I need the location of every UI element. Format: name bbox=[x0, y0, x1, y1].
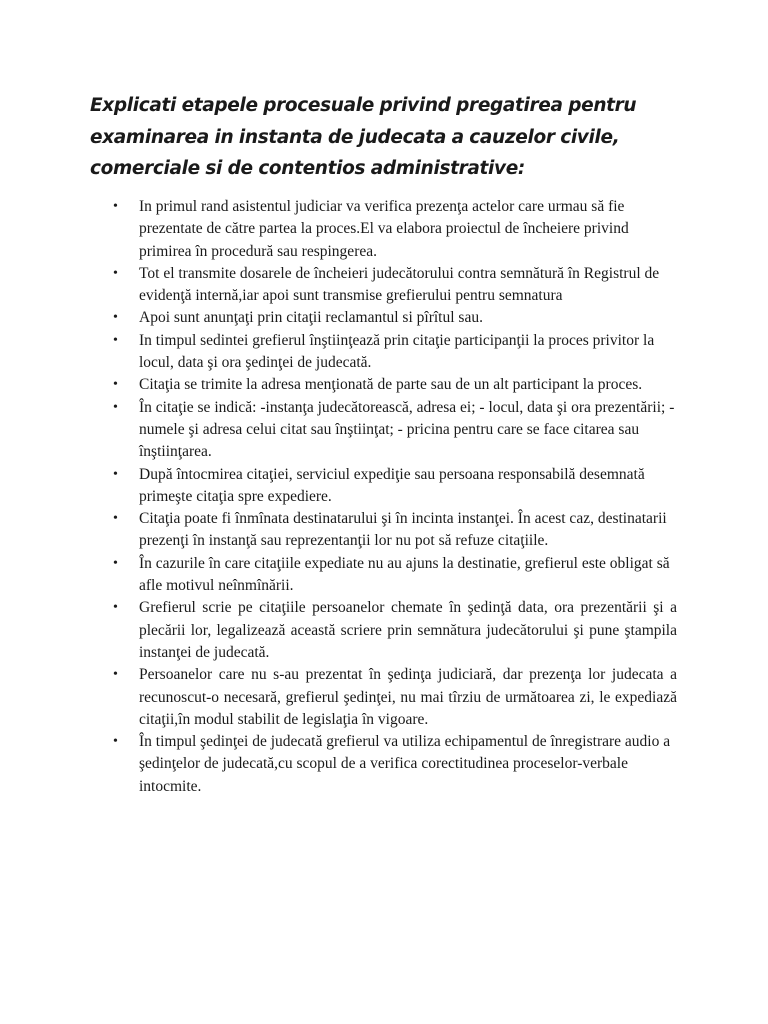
list-item-text: In timpul sedintei grefierul înştiinţează prin citaţie participanţii la proces privitor la locul, data şi ora şedinţei de judecată. bbox=[139, 331, 655, 372]
list-item-text: In primul rand asistentul judiciar va verifica prezenţa actelor care urmau să fie prezentate de către partea la proces.El va elabora proiectul de încheiere privind primirea în procedură sau respingerea. bbox=[139, 198, 629, 260]
list-item bbox=[0, 397, 677, 464]
list-item bbox=[0, 464, 677, 509]
list-item bbox=[0, 664, 677, 731]
list-item-text: Citaţia poate fi înmînata destinatarului şi în incinta instanţei. În acest caz, destinatarii prezenţi în instanţă sau reprezentanţii lor nu pot să refuze citaţiile. bbox=[139, 510, 667, 550]
list-item bbox=[0, 374, 677, 396]
list-item-text: Grefierul scrie pe citaţiile persoanelor chemate în şedinţă data, ora prezentării şi a plecării lor, legalizează această scriere prin semnătura judecătorului şi pune ştampila instanţei de judecată. bbox=[139, 599, 677, 661]
list-item bbox=[0, 307, 677, 329]
steps-list bbox=[0, 196, 677, 798]
bullet-icon: • bbox=[113, 555, 118, 571]
list-item bbox=[0, 553, 677, 598]
list-item bbox=[0, 263, 677, 308]
list-item bbox=[0, 196, 677, 263]
list-item bbox=[0, 330, 677, 375]
list-item-text: Tot el transmite dosarele de încheieri judecătorului contra semnătură în Registrul de evidenţă internă,iar apoi sunt transmise grefierului pentru semnatura bbox=[139, 264, 660, 305]
document-heading: Explicati etapele procesuale privind pregatirea pentru examinarea in instanta de judecata a cauzelor civile, comerciale si de contentios administrative: bbox=[90, 95, 637, 179]
bullet-icon: • bbox=[113, 377, 118, 393]
bullet-icon: • bbox=[113, 734, 118, 750]
bullet-icon: • bbox=[113, 265, 118, 281]
list-item-text: Persoanelor care nu s-au prezentat în şedinţa judiciară, dar prezenţa lor judecata a recunoscut-o necesară, grefierul şedinţei, nu mai tîrziu de următoarea zi, le expediază citaţii,în modul stabilit de legislaţia în vigoare. bbox=[139, 666, 677, 728]
list-item bbox=[0, 731, 677, 798]
list-item-text: În citaţie se indică: -instanţa judecătorească, adresa ei; - locul, data şi ora prezentării; - numele şi adresa celui citat sau înştiinţat; - pricina pentru care se face citarea sau înştiinţarea. bbox=[139, 398, 675, 461]
list-item bbox=[0, 508, 677, 553]
list-item-text: În timpul şedinţei de judecată grefierul va utiliza echipamentul de înregistrare audio a şedinţelor de judecată,cu scopul de a verifica corectitudinea proceselor-verbale intocmite. bbox=[139, 733, 671, 795]
bullet-icon: • bbox=[113, 466, 118, 482]
bullet-icon: • bbox=[113, 199, 118, 214]
list-item-text: Citaţia se trimite la adresa menţionată de parte sau de un alt participant la proces. bbox=[139, 376, 643, 394]
bullet-icon: • bbox=[113, 511, 118, 527]
bullet-icon: • bbox=[113, 332, 118, 348]
bullet-icon: • bbox=[113, 667, 118, 683]
list-item-text: În cazurile în care citaţiile expediate nu au ajuns la destinatie, grefierul este obligat să afle motivul neînmînării. bbox=[139, 554, 670, 595]
list-item-text: După întocmirea citaţiei, serviciul expediţie sau persoana responsabilă desemnată primeşte citaţia spre expediere. bbox=[139, 465, 645, 505]
bullet-icon: • bbox=[113, 600, 118, 616]
list-item bbox=[0, 597, 677, 664]
list-item-text: Apoi sunt anunţaţi prin citaţii reclamantul si pîrîtul sau. bbox=[139, 309, 483, 327]
bullet-icon: • bbox=[113, 399, 118, 415]
bullet-icon: • bbox=[113, 310, 118, 326]
